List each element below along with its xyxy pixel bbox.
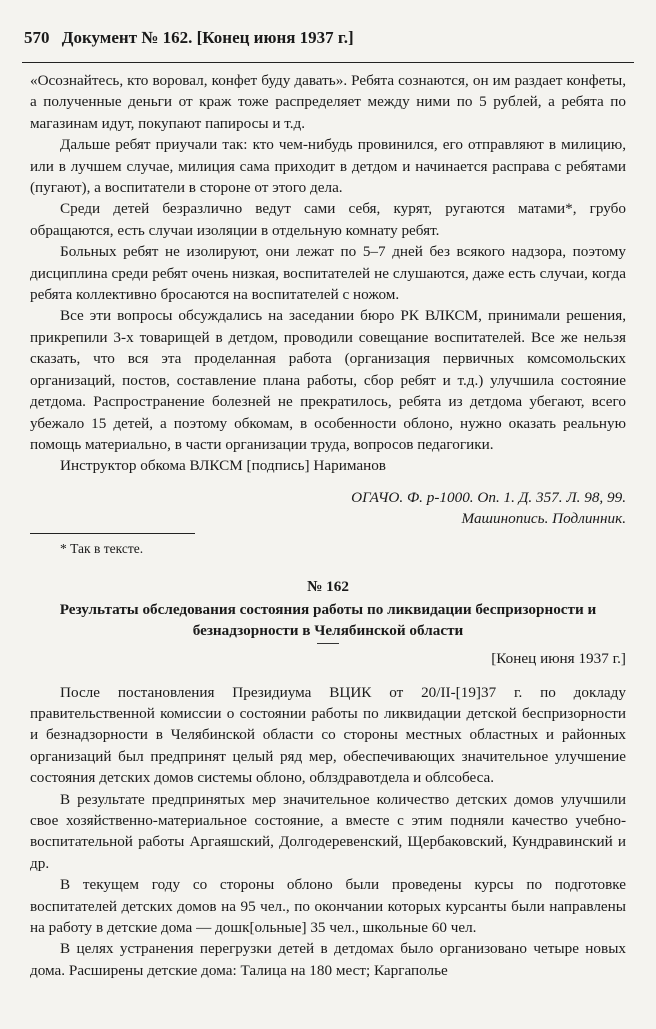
archive-line-2: Машинопись. Подлинник. — [461, 509, 626, 527]
running-header — [24, 28, 632, 48]
document-date: [Конец июня 1937 г.] — [491, 650, 626, 668]
title-rule — [317, 643, 339, 644]
archive-line-1: ОГАЧО. Ф. р-1000. Оп. 1. Д. 357. Л. 98, 99. — [351, 488, 626, 506]
footnote: * Так в тексте. — [60, 540, 144, 556]
prev-paragraph-2: Дальше ребят приучали так: кто чем-нибудь провинился, его отправляют в милицию, или в лучшем случае, милиция сама приходит в детдом и начинается расправа с ребятами (пугают), а воспитатели в стороне от этого дела. — [30, 136, 626, 197]
running-title: Документ № 162. [Конец июня 1937 г.] — [61, 28, 354, 47]
header-rule — [22, 62, 634, 63]
signature-line: Инструктор обкома ВЛКСМ [подпись] Нариманов — [60, 457, 386, 475]
page-number: 570 — [24, 28, 50, 47]
page-body — [30, 70, 626, 981]
document-number: № 162 — [307, 577, 349, 595]
doc-paragraph-2: В результате предпринятых мер значительное количество детских домов улучшили свое хозяйственно-материальное состояние, а вместе с этим подняли качество учебно-воспитательной работы Аргаяшский, Долгодеревенский, Щербаковский, Кундравинский и др. — [30, 790, 626, 872]
archive-reference — [30, 487, 626, 529]
prev-paragraph-4: Больных ребят не изолируют, они лежат по 5–7 дней без всякого надзора, поэтому дисциплина среди ребят очень низкая, воспитателей не слушаются, даже есть случаи, когда ребята коллективно бросаются на воспитателей с ножом. — [30, 243, 626, 304]
document-title: Результаты обследования состояния работы по ликвидации беспризорности и безнадзорности в Челябинской области — [59, 601, 597, 640]
prev-paragraph-3: Среди детей безразлично ведут сами себя, курят, ругаются матами*, грубо обращаются, есть случаи изоляции в отдельную комнату ребят. — [30, 200, 626, 239]
doc-paragraph-3: В текущем году со стороны облоно были проведены курсы по подготовке воспитателей детских домов на 95 чел., по окончании которых курсанты были направлены на работу в детские дома — дошк[ольные] 35 чел., школьные 60 чел. — [30, 876, 626, 936]
doc-paragraph-1: После постановления Президиума ВЦИК от 20/II-[19]37 г. по докладу правительственной комиссии о состоянии работы по ликвидации детской беспризорности и безнадзорности в Челябинской области со стороны местных областных и районных организаций был предпринят целый ряд мер, обеспечивающих значительное улучшение состояния детских домов системы облоно, облздравотдела и облсобеса. — [30, 683, 626, 787]
prev-paragraph-5: Все эти вопросы обсуждались на заседании бюро РК ВЛКСМ, принимали решения, прикрепили 3-х товарищей в детдом, проводили совещание воспитателей. Все же нельзя сказать, что вся эта проделанная работа (организация первичных комсомольских организаций, постов, составление плана работы, сбор ребят и т.д.) улучшила состояние детдома. Распространение болезней не прекратилось, ребята из детдома убегают, всего убежало 15 детей, а поэтому обкомам, в особенности облоно, нужно оказать реальную помощь материально, в части организации труда, вопросов педагогики. — [30, 307, 626, 453]
footnote-rule — [30, 533, 195, 534]
doc-paragraph-4: В целях устранения перегрузки детей в детдомах было организовано четыре новых дома. Расширены детские дома: Талица на 180 мест; Каргаполье — [30, 940, 626, 979]
prev-paragraph-1: «Осознайтесь, кто воровал, конфет буду давать». Ребята сознаются, он им раздает конфеты, а полученные деньги от краж тоже распределяет между ними по 5 рублей, а ребята по магазинам идут, покупают папиросы и т.д. — [30, 72, 626, 132]
